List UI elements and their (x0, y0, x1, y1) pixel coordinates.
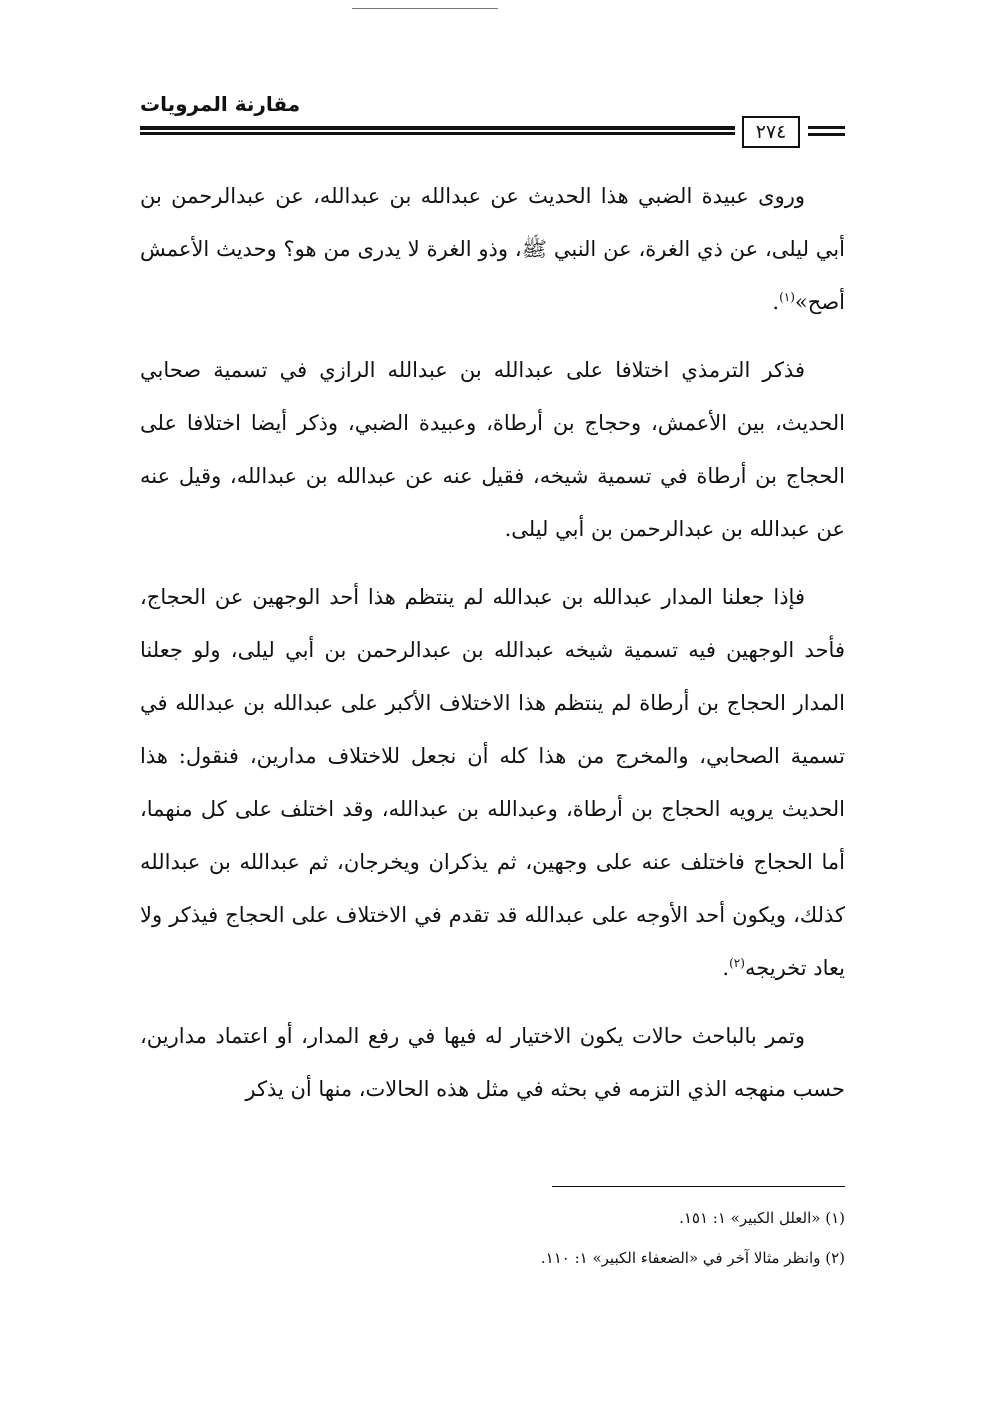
paragraph-text: وتمر بالباحث حالات يكون الاختيار له فيها في رفع المدار، أو اعتماد مدارين، حسب منهجه الذي التزمه في بحثه في مثل هذه الحالات، منها أن يذكر (140, 1024, 845, 1101)
paragraph (140, 344, 845, 556)
paragraph-text: وروى عبيدة الضبي هذا الحديث عن عبدالله بن عبدالله، عن عبدالرحمن بن أبي ليلى، عن ذي الغرة، عن النبي ﷺ، وذو الغرة لا يدرى من هو؟ وحديث الأعمش أصح» (140, 184, 845, 314)
header-rule-left (140, 126, 735, 130)
footnote: (٢) وانظر مثالا آخر في «الضعفاء الكبير» ١: ١١٠. (540, 1249, 845, 1267)
page-number: ٢٧٤ (742, 116, 800, 148)
top-edge-line (352, 8, 498, 9)
paragraph (140, 1010, 845, 1116)
paragraph (140, 170, 845, 329)
header-rule-right (808, 126, 845, 129)
paragraph-text: فذكر الترمذي اختلافا على عبدالله بن عبدالله الرازي في تسمية صحابي الحديث، بين الأعمش، وحجاج بن أرطاة، وعبيدة الضبي، وذكر أيضا اختلافا على الحجاج بن أرطاة في تسمية شيخه، فقيل عنه عن عبدالله بن عبدالله، وقيل عنه عن عبدالله بن عبدالرحمن بن أبي ليلى. (140, 358, 845, 541)
paragraph-tail: . (722, 956, 730, 980)
paragraph-text: فإذا جعلنا المدار عبدالله بن عبدالله لم ينتظم هذا أحد الوجهين عن الحجاج، فأحد الوجهين فيه تسمية شيخه عبدالله بن عبدالرحمن بن أبي ليلى، ولو جعلنا المدار الحجاج بن أرطاة لم ينتظم هذا الاختلاف الأكبر على عبدالله بن عبدالله في تسمية الصحابي، والمخرج من هذا كله أن نجعل للاختلاف مدارين، فنقول: هذا الحديث يرويه الحجاج بن أرطاة، وعبدالله بن عبدالله، وقد اختلف على كل منهما، أما الحجاج فاختلف عنه على وجهين، ثم يذكران ويخرجان، ثم عبدالله بن عبدالله كذلك، ويكون أحد الأوجه على عبدالله قد تقدم في الاختلاف على الحجاج فيذكر ولا يعاد تخريجه (140, 585, 845, 980)
footnote-separator (552, 1186, 845, 1187)
main-text (140, 170, 845, 1116)
footnotes (140, 1198, 845, 1278)
footnote: (١) «العلل الكبير» ١: ١٥١. (679, 1209, 845, 1227)
paragraph (140, 571, 845, 995)
page-header (140, 92, 845, 152)
footnote-ref: (١) (779, 290, 795, 304)
footnote-ref: (٢) (729, 956, 745, 970)
running-title: مقارنة المرويات (140, 92, 301, 116)
paragraph-tail: . (772, 290, 780, 314)
